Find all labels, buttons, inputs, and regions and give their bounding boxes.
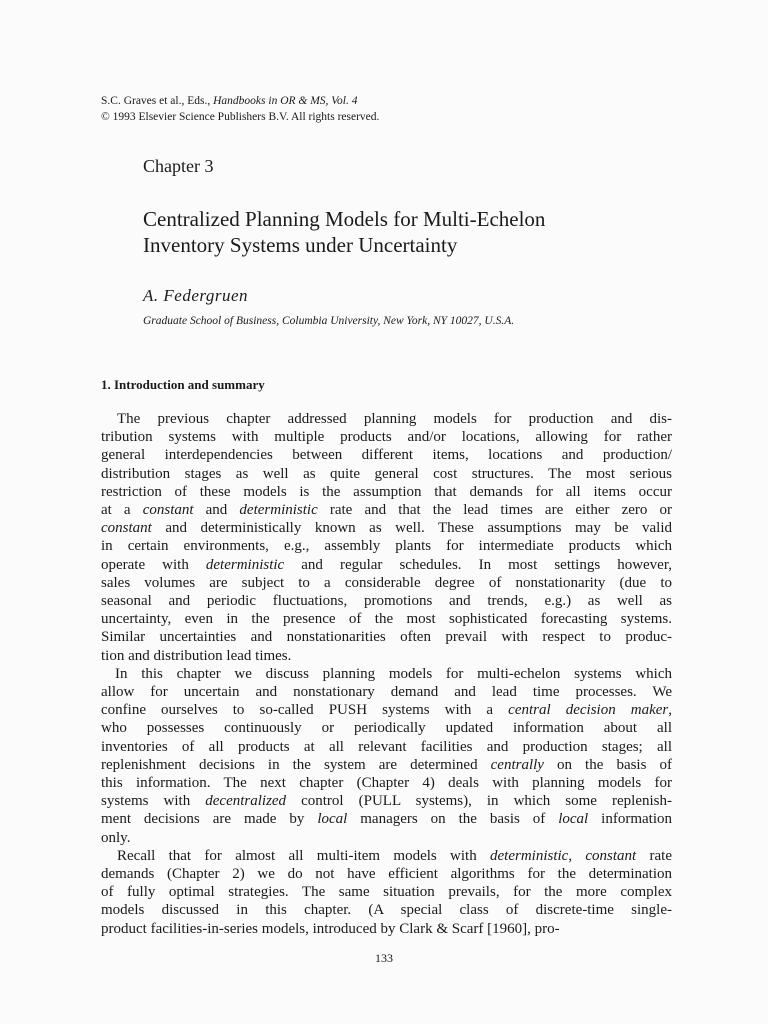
text-line: distribution stages as well as quite general cost structures. The most serious — [101, 465, 672, 482]
page-number: 133 — [375, 951, 393, 965]
text-line: operate with deterministic and regular schedules. In most settings however, — [101, 556, 672, 573]
text-line: tribution systems with multiple products and/or locations, allowing for rather — [101, 429, 672, 446]
title-line: Centralized Planning Models for Multi-Echelon — [143, 207, 546, 231]
copyright-line: © 1993 Elsevier Science Publishers B.V. All rights reserved. — [101, 111, 380, 123]
handbook-citation: S.C. Graves et al., Eds., Handbooks in OR & MS, Vol. 4 — [101, 95, 358, 107]
series-name: Handbooks in OR & MS, Vol. 4 — [213, 95, 358, 107]
chapter-label: Chapter 3 — [143, 156, 214, 176]
text-line: inventories of all products at all relevant facilities and production stages; all — [101, 738, 672, 755]
body-text — [101, 410, 672, 938]
text-line: uncertainty, even in the presence of the most sophisticated forecasting systems. — [101, 611, 672, 628]
text-line: this information. The next chapter (Chapter 4) deals with planning models for — [101, 775, 672, 792]
text-line: only. — [101, 829, 131, 846]
section-heading: 1. Introduction and summary — [101, 377, 265, 392]
text-line: at a constant and deterministic rate and that the lead times are either zero or — [101, 502, 672, 519]
publication-header — [101, 93, 379, 125]
text-line: The previous chapter addressed planning models for production and dis- — [117, 411, 672, 427]
text-line: sales volumes are subject to a considerable degree of nonstationarity (due to — [101, 574, 672, 591]
text-line: restriction of these models is the assumption that demands for all items occur — [101, 483, 672, 500]
text-line: general interdependencies between different items, locations and production/ — [101, 447, 672, 464]
text-line: constant and deterministically known as well. These assumptions may be valid — [101, 520, 672, 537]
text-line: allow for uncertain and nonstationary demand and lead time processes. We — [101, 684, 672, 701]
text-line: models discussed in this chapter. (A special class of discrete-time single- — [101, 902, 672, 919]
text-line: ment decisions are made by local managers on the basis of local information — [101, 811, 672, 828]
text-line: who possesses continuously or periodically updated information about all — [101, 720, 672, 737]
text-line: systems with decentralized control (PULL systems), in which some replenish- — [101, 793, 672, 810]
author-affiliation: Graduate School of Business, Columbia University, New York, NY 10027, U.S.A. — [143, 315, 515, 327]
text-line: of fully optimal strategies. The same situation prevails, for the more complex — [101, 884, 672, 901]
text-line: tion and distribution lead times. — [101, 647, 292, 664]
chapter-title — [143, 206, 545, 258]
text-line: replenishment decisions in the system are determined centrally on the basis of — [101, 756, 672, 773]
text-line: Similar uncertainties and nonstationarities often prevail with respect to produc- — [101, 629, 672, 646]
text-line: in certain environments, e.g., assembly plants for intermediate products which — [101, 538, 672, 555]
text-line: demands (Chapter 2) we do not have efficient algorithms for the determination — [101, 866, 672, 883]
author-name: A. Federgruen — [143, 286, 249, 305]
text-line: confine ourselves to so-called PUSH systems with a central decision maker, — [101, 702, 672, 719]
paragraph — [101, 847, 672, 938]
paragraph — [101, 665, 672, 847]
title-line: Inventory Systems under Uncertainty — [143, 233, 458, 257]
text-line: Recall that for almost all multi-item models with deterministic, constant rate — [117, 847, 673, 864]
paragraph — [101, 410, 672, 665]
text-line: product facilities-in-series models, introduced by Clark & Scarf [1960], pro- — [101, 920, 560, 937]
text-line: seasonal and periodic fluctuations, promotions and trends, e.g.) as well as — [101, 593, 672, 610]
text-line: In this chapter we discuss planning models for multi-echelon systems which — [115, 665, 672, 682]
